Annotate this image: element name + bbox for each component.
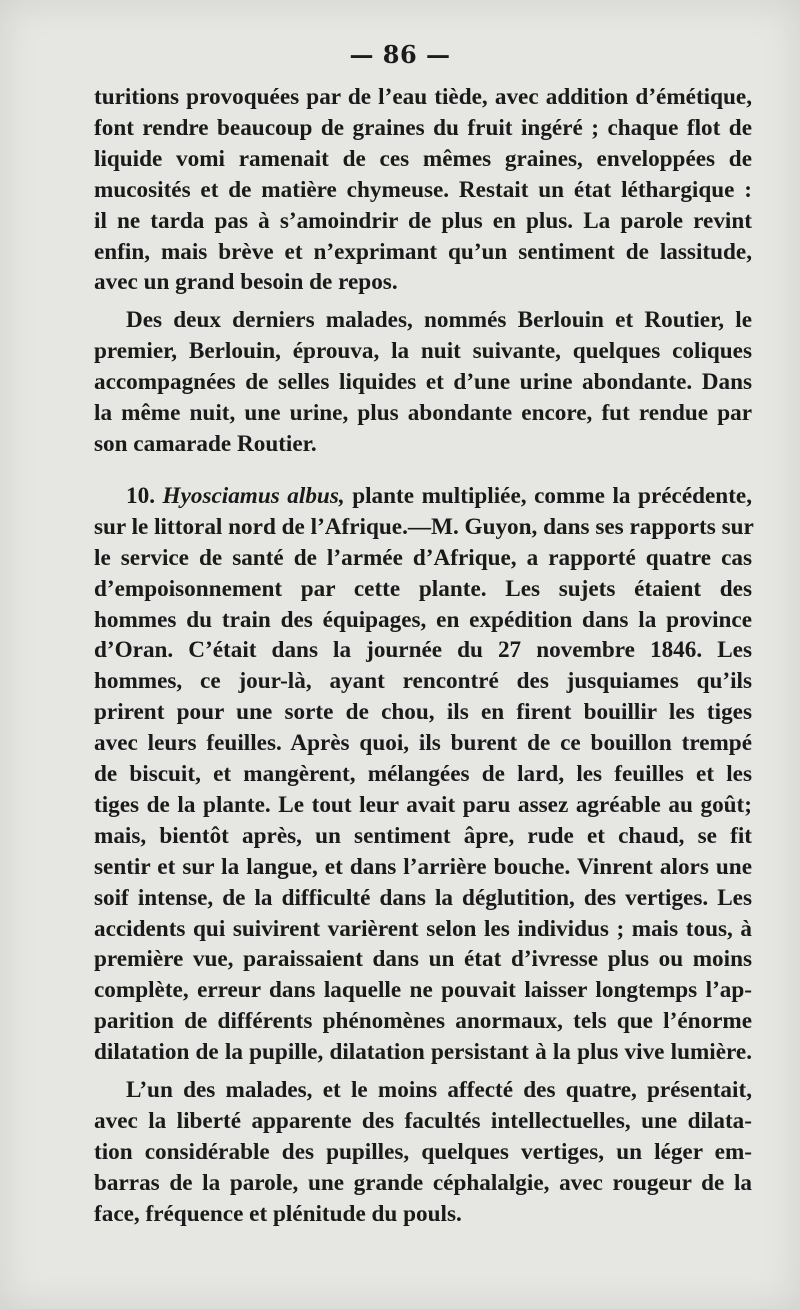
text-line: parition de différents phénomènes anormaux, tels que l’énorme <box>94 1008 752 1035</box>
text-line: le service de santé de l’armée d’Afrique, a rapporté quatre cas <box>94 544 752 571</box>
paragraph-2 <box>94 305 752 460</box>
text-line: complète, erreur dans laquelle ne pouvait laisser longtemps l’ap- <box>94 977 752 1004</box>
text-line: mucosités et de matière chymeuse. Restait un état léthargique : <box>94 176 752 203</box>
text-line: Des deux derniers malades, nommés Berlouin et Routier, le <box>126 307 752 334</box>
text-line: d’Oran. C’était dans la journée du 27 novembre 1846. Les <box>94 637 752 664</box>
text-line: mais, bientôt après, un sentiment âpre, rude et chaud, se fit <box>94 822 752 849</box>
species-name: Hyosciamus albus, <box>162 482 345 509</box>
text-line: avec un grand besoin de repos. <box>94 269 398 296</box>
text-line: L’un des malades, et le moins affecté des quatre, présentait, <box>126 1077 752 1104</box>
text-line: turitions provoquées par de l’eau tiède, avec addition d’émétique, <box>94 84 752 110</box>
text-line: première vue, paraissaient dans un état d’ivresse plus ou moins <box>94 946 752 973</box>
text-line: face, fréquence et plénitude du pouls. <box>94 1200 462 1227</box>
page-number: — 86 — <box>349 40 451 69</box>
paragraph-1 <box>94 82 752 298</box>
text-line: accompagnées de selles liquides et d’une urine abondante. Dans <box>94 369 752 396</box>
text-line: la même nuit, une urine, plus abondante encore, fut rendue par <box>94 400 752 427</box>
species-entry-10 <box>94 481 752 1068</box>
text-line: avec la liberté apparente des facultés intellectuelles, une dilata- <box>94 1108 752 1134</box>
text-line: dilatation de la pupille, dilatation persistant à la plus vive lumière. <box>94 1039 752 1066</box>
text-line: tiges de la plante. Le tout leur avait paru assez agréable au goût; <box>94 791 752 818</box>
text-fragment: plante multipliée, comme la précédente, <box>344 482 752 509</box>
text-line: il ne tarda pas à s’amoindrir de plus en plus. La parole revint <box>94 207 752 234</box>
species-heading-line <box>94 481 752 512</box>
body-text <box>94 82 752 1230</box>
text-line: premier, Berlouin, éprouva, la nuit suivante, quelques coliques <box>94 338 752 365</box>
text-line: avec leurs feuilles. Après quoi, ils burent de ce bouillon trempé <box>94 730 752 757</box>
text-line: d’empoisonnement par cette plante. Les sujets étaient des <box>94 575 752 602</box>
text-line: liquide vomi ramenait de ces mêmes graines, enveloppées de <box>94 145 752 172</box>
text-line: sentir et sur la langue, et dans l’arrière bouche. Vinrent alors une <box>94 853 752 880</box>
text-line: prirent pour une sorte de chou, ils en firent bouillir les tiges <box>94 699 752 726</box>
text-line: hommes du train des équipages, en expédition dans la province <box>94 606 752 633</box>
text-line: accidents qui suivirent varièrent selon les individus ; mais tous, à <box>94 915 752 942</box>
text-line: son camarade Routier. <box>94 430 317 457</box>
text-line: de biscuit, et mangèrent, mélangées de lard, les feuilles et les <box>94 761 752 788</box>
text-line: soif intense, de la difficulté dans la déglutition, des vertiges. Les <box>94 884 752 911</box>
text-line: enfin, mais brève et n’exprimant qu’un sentiment de lassitude, <box>94 238 752 265</box>
text-line: font rendre beaucoup de graines du fruit ingéré ; chaque flot de <box>94 114 752 141</box>
text-line: barras de la parole, une grande céphalalgie, avec rougeur de la <box>94 1169 752 1196</box>
text-line: tion considérable des pupilles, quelques vertiges, un léger em- <box>94 1138 752 1165</box>
text-line: sur le littoral nord de l’Afrique.—M. Guyon, dans ses rapports sur <box>94 513 754 540</box>
text-line: hommes, ce jour-là, ayant rencontré des jusquiames qu’ils <box>94 668 752 695</box>
species-number: 10. <box>126 482 155 509</box>
paragraph-4 <box>94 1075 752 1230</box>
